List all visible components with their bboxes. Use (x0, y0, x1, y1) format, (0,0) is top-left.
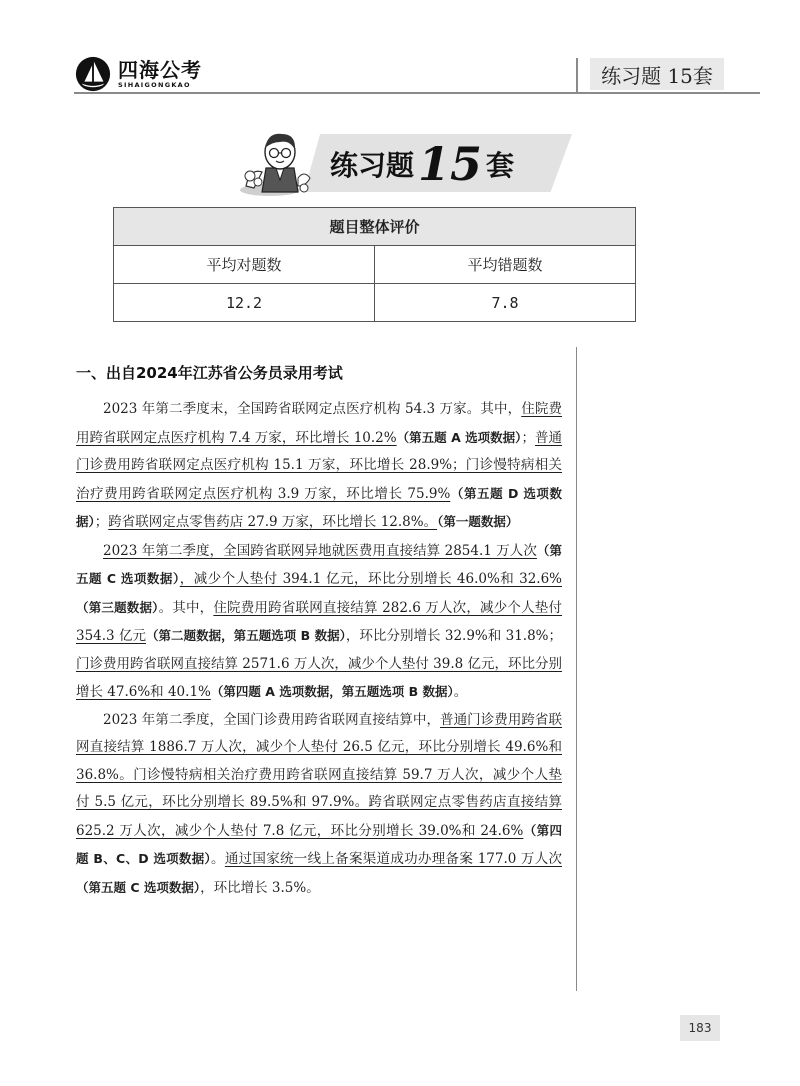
banner-title-suffix: 套 (486, 149, 515, 182)
body-text (76, 396, 562, 902)
question-note: （第四题 B、C、D 选项数据） (76, 822, 562, 866)
header-rule (74, 92, 760, 94)
underlined-text: 门诊费用跨省联网直接结算 2571.6 万人次，减少个人垫付 39.8 亿元，环比分别增长 47.6%和 40.1% (76, 655, 562, 700)
question-note: （第五题 C 选项数据） (76, 879, 201, 895)
banner-title-number: 15 (418, 137, 483, 191)
underlined-text: 通过国家统一线上备案渠道成功办理备案 177.0 万人次 (224, 851, 563, 867)
text-run: 2023 年第二季度，全国门诊费用跨省联网直接结算中， (103, 711, 441, 728)
text-run: ； (94, 514, 109, 530)
text-run: 2023 年第二季度末，全国跨省联网定点医疗机构 54.3 万家。其中， (103, 401, 522, 417)
question-note: （第二题数据，第五题选项 B 数据） (146, 628, 346, 643)
underlined-text: 2023 年第二季度，全国跨省联网异地就医费用直接结算 2854.1 万人次 (103, 542, 537, 559)
text-run: 。 (211, 851, 225, 867)
table-value-wrong: 7.8 (375, 284, 636, 322)
margin-rule (576, 347, 577, 991)
chapter-tag: 练习题 15套 (590, 58, 724, 90)
page-number: 183 (680, 1015, 720, 1041)
text-run: ，环比分别增长 32.9%和 31.8%； (345, 628, 562, 644)
sailboat-logo-icon (74, 55, 112, 93)
table-header-correct: 平均对题数 (114, 246, 375, 284)
banner-title (330, 136, 514, 192)
paragraph-2 (76, 537, 562, 707)
question-note: （第一题数据） (437, 514, 519, 529)
paragraph-3 (76, 707, 562, 903)
question-note: （第五题 A 选项数据） (396, 429, 522, 445)
text-run: ； (521, 429, 535, 446)
section-heading: 一、出自2024年江苏省公务员录用考试 (76, 364, 343, 382)
table-header-wrong: 平均错题数 (375, 246, 636, 284)
paragraph-1 (76, 396, 562, 537)
question-note: （第五题 C 选项数据） (76, 542, 562, 586)
evaluation-table (113, 207, 636, 322)
mascot-illustration-icon (232, 128, 332, 198)
banner-title-prefix: 练习题 (330, 149, 415, 182)
logo-english-name: SIHAIGONGKAO (118, 80, 191, 89)
header-divider (576, 58, 578, 92)
underlined-text: 普通门诊费用跨省联网定点医疗机构 15.1 万家，环比增长 28.9%；门诊慢特病相关治疗费用跨省联网定点医疗机构 3.9 万家，环比增长 75.9% (76, 429, 562, 502)
question-note: （第四题 A 选项数据，第五题选项 B 数据） (210, 684, 454, 699)
text-run: 。其中， (158, 599, 214, 616)
underlined-text: 住院费用跨省联网定点医疗机构 7.4 万家，环比增长 10.2% (76, 401, 562, 446)
text-run: 。 (453, 684, 468, 700)
text-run: ，环比增长 3.5%。 (200, 879, 320, 896)
brand-logo (74, 54, 202, 94)
underlined-text: ，减少个人垫付 394.1 亿元，环比分别增长 46.0%和 32.6% (179, 571, 562, 587)
underlined-text: 普通门诊费用跨省联网直接结算 1886.7 万人次，减少个人垫付 26.5 亿元，环比分别增长 49.6%和 36.8%。门诊慢特病相关治疗费用跨省联网直接结算 59.7 万人次，减少个人垫付 5.5 亿元，环比分别增长 89.5%和 97.9%。跨省联网定点零售药店直接结算 625.2 万人次，减少个人垫付 7.8 亿元，环比分别增长 39.0%和 24.6% (76, 711, 562, 839)
underlined-text: 住院费用跨省联网直接结算 282.6 万人次，减少个人垫付 354.3 亿元 (76, 599, 562, 644)
question-note: （第三题数据） (76, 599, 159, 615)
question-note: （第五题 D 选项数据） (76, 485, 562, 529)
table-value-correct: 12.2 (114, 284, 375, 322)
underlined-text: 跨省联网定点零售药店 27.9 万家，环比增长 12.8%。 (108, 514, 438, 530)
logo-chinese-name: 四海公考 (118, 57, 202, 82)
title-banner (232, 128, 572, 198)
table-caption: 题目整体评价 (114, 208, 636, 246)
